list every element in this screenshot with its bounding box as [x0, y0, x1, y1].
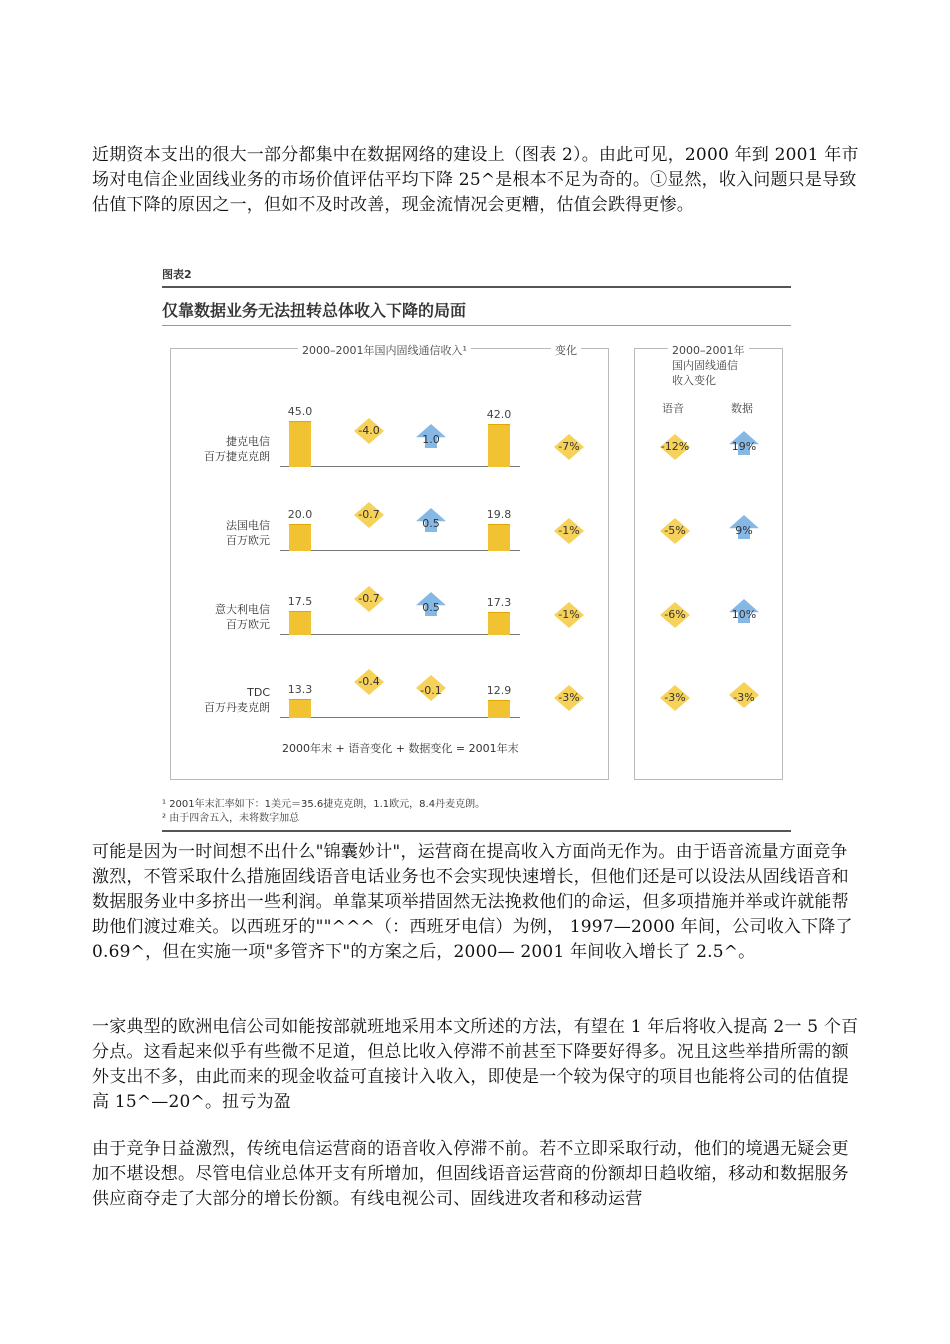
figure-notes [162, 798, 485, 826]
start-value: 13.3 [287, 683, 313, 696]
company-name: 捷克电信 [226, 435, 270, 448]
formula-caption: 2000年末 + 语音变化 + 数据变化 = 2001年末 [282, 742, 519, 755]
end-bar [488, 424, 510, 467]
start-bar [289, 699, 311, 718]
data-change-value: -0.1 [420, 684, 442, 697]
data-change-value: 0.5 [422, 601, 440, 614]
voice-col-label: 语音 [658, 400, 688, 416]
data-change-value: 0.5 [422, 517, 440, 530]
total-change-value: -1% [558, 524, 580, 537]
company-unit: 百万捷克克朗 [204, 450, 270, 463]
baseline [280, 634, 520, 635]
start-bar [289, 421, 311, 467]
voice-pct-value: -3% [664, 691, 686, 704]
start-value: 20.0 [287, 508, 313, 521]
right-panel-header-2: 国内固线通信 [668, 357, 742, 373]
start-bar [289, 611, 311, 635]
total-change-value: -1% [558, 608, 580, 621]
paragraph-1: 近期资本支出的很大一部分都集中在数据网络的建设上（图表 2）。由此可见，2000 年到 2001 年市场对电信企业固线业务的市场价值评估平均下降 25^是根本不足为奇的。①显然，收入问题只是导致估值下降的原因之一，但如不及时改善，现金流情况会更糟，估值会跌得更惨。 [92, 145, 859, 215]
total-change-value: -7% [558, 440, 580, 453]
voice-change-value: -4.0 [358, 424, 380, 437]
company-name: 法国电信 [226, 519, 270, 532]
voice-change-value: -0.7 [358, 508, 380, 521]
baseline [280, 550, 520, 551]
paragraph-4: 由于竞争日益激烈，传统电信运营商的语音收入停滞不前。若不立即采取行动，他们的境遇无疑会更加不堪设想。尽管电信业总体开支有所增加，但固线语音运营商的份额却日趋收缩，移动和数据服务供应商夺走了大部分的增长份额。有线电视公司、固线进攻者和移动运营 [92, 1139, 849, 1209]
baseline [280, 717, 520, 718]
total-change-value: -3% [558, 691, 580, 704]
paragraph-2: 可能是因为一时间想不出什么"锦囊妙计"，运营商在提高收入方面尚无作为。由于语音流量方面竞争激烈，不管采取什么措施固线语音电话业务也不会实现快速增长，但他们还是可以设法从固线语音和数据服务业中多挤出一些利润。单靠某项举措固然无法挽救他们的命运，但多项措施并举或许就能帮助他们渡过难关。以西班牙的""^^^（：西班牙电信）为例， 1997—2000 年间，公司收入下降了 0.69^，但在实施一项"多管齐下"的方案之后，2000— 2001 年间收入增长了 2.5^。 [92, 842, 853, 962]
company-label [178, 434, 270, 464]
baseline [280, 466, 520, 467]
voice-pct-value: -6% [664, 608, 686, 621]
figure-title: 仅靠数据业务无法扭转总体收入下降的局面 [162, 301, 467, 320]
end-value: 17.3 [486, 595, 512, 609]
start-value: 45.0 [287, 405, 313, 418]
left-panel-header: 2000–2001年国内固线通信收入¹ [298, 342, 471, 358]
voice-change-value: -0.7 [358, 592, 380, 605]
start-value: 17.5 [287, 595, 313, 609]
figure-2 [158, 258, 798, 838]
company-name: 意大利电信 [215, 603, 270, 616]
data-change-value: 1.0 [422, 433, 440, 446]
data-pct-value: 19% [731, 440, 757, 453]
note-2: ² 由于四舍五入，未将数字加总 [162, 813, 300, 824]
right-panel [634, 348, 783, 780]
end-value: 19.8 [486, 508, 512, 522]
figure-label: 图表2 [162, 268, 192, 281]
end-bar [488, 524, 510, 551]
data-col-label: 数据 [727, 400, 757, 416]
end-value: 42.0 [486, 408, 512, 421]
note-1: ¹ 2001年末汇率如下：1美元＝35.6捷克克朗，1.1欧元，8.4丹麦克朗。 [162, 799, 486, 810]
right-panel-header-3: 收入变化 [668, 372, 720, 388]
start-bar [289, 524, 311, 551]
end-bar [488, 612, 510, 635]
figure-title-rule [162, 325, 791, 326]
voice-change-value: -0.4 [358, 675, 380, 688]
right-panel-header-1: 2000–2001年 [668, 342, 749, 358]
company-unit: 百万丹麦克朗 [204, 701, 270, 714]
company-label [178, 518, 270, 548]
left-panel [170, 348, 609, 780]
company-label [178, 602, 270, 632]
figure-bottom-rule [162, 830, 791, 832]
company-unit: 百万欧元 [226, 618, 270, 631]
data-pct-value: 9% [735, 524, 753, 537]
change-header: 变化 [551, 342, 581, 358]
end-bar [488, 700, 510, 718]
company-unit: 百万欧元 [226, 534, 270, 547]
figure-top-rule [162, 286, 791, 288]
data-pct-value: -3% [733, 691, 755, 704]
company-name: TDC [247, 686, 270, 699]
voice-pct-value: -5% [664, 524, 686, 537]
company-label [178, 685, 270, 715]
end-value: 12.9 [486, 684, 512, 698]
data-pct-value: 10% [731, 608, 757, 621]
voice-pct-value: -12% [660, 440, 690, 453]
paragraph-3: 一家典型的欧洲电信公司如能按部就班地采用本文所述的方法，有望在 1 年后将收入提高 2一 5 个百分点。这看起来似乎有些微不足道，但总比收入停滞不前甚至下降要好得多。况且这些举措所需的额外支出不多，由此而来的现金收益可直接计入收入，即使是一个较为保守的项目也能将公司的估值提高 15^—20^。扭亏为盈 [92, 1017, 859, 1112]
